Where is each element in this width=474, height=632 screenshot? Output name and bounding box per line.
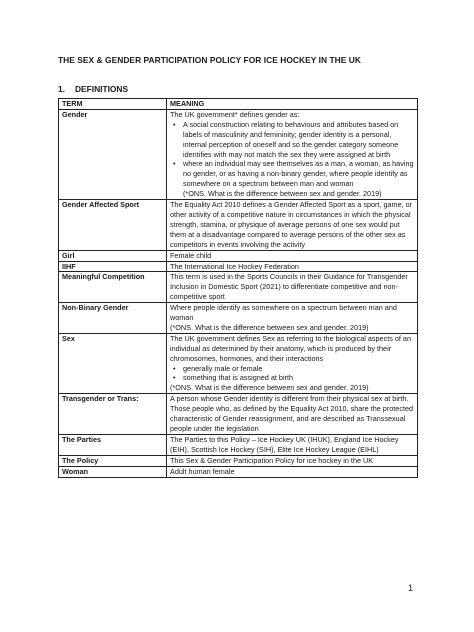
section-heading: [58, 84, 128, 94]
section-number: 1.: [58, 84, 65, 94]
meaning-cell: Female child: [167, 250, 418, 261]
table-row: [59, 434, 418, 455]
bullet-icon: •: [173, 119, 176, 129]
table-row: [59, 272, 418, 303]
term-cell: IIHF: [59, 261, 167, 272]
table-row: [59, 466, 418, 477]
source-citation: (*ONS. What is the difference between sex and gender. 2019): [170, 322, 369, 332]
page-number: 1: [408, 583, 414, 593]
term-cell: Meaningful Competition: [59, 272, 167, 303]
meaning-cell: A person whose Gender identity is different from their physical sex at birth. Those people who, as defined by the Equality Act 2010, share the protected characteristic of Gender reassignment, and are described as Transsexual people under the legislation: [167, 394, 418, 435]
term-cell: Girl: [59, 250, 167, 261]
section-title: DEFINITIONS: [75, 84, 129, 94]
meaning-cell: The International Ice Hockey Federation: [167, 261, 418, 272]
meaning-intro: The UK government* defines gender as:: [170, 109, 300, 119]
list-item: • something that is assigned at birth: [173, 373, 294, 383]
table-row: [59, 250, 418, 261]
meaning-text: Where people identify as somewhere on a spectrum between man and woman: [170, 303, 397, 323]
meaning-cell: [167, 333, 418, 393]
meaning-cell: The Parties to this Policy – Ice Hockey UK (IHUK), England Ice Hockey (EIH), Scottish Ice Hockey (SIH), Elite Ice Hockey League (EIHL): [167, 434, 418, 455]
term-cell: The Parties: [59, 434, 167, 455]
list-item: • A social construction relating to behaviours and attributes based on labels of masculinity and femininity; gender identity is a personal, internal perception of oneself and so the gender category someone identifies with may not match the sex they were assigned at birth: [173, 119, 399, 159]
table-row: [59, 455, 418, 466]
meaning-intro: The UK government defines Sex as referring to the biological aspects of an individual as determined by their anatomy, which is produced by their chromosomes, hormones, and their interactions: [170, 333, 411, 363]
meaning-cell: Adult human female: [167, 466, 418, 477]
table-row: [59, 394, 418, 435]
table-row: [59, 109, 418, 199]
meaning-column-header: MEANING: [167, 99, 418, 110]
bullet-list: [170, 364, 415, 384]
document-title: THE SEX & GENDER PARTICIPATION POLICY FOR ICE HOCKEY IN THE UK: [58, 55, 361, 65]
term-cell: Non-Binary Gender: [59, 303, 167, 334]
meaning-cell: This Sex & Gender Participation Policy for ice hockey in the UK: [167, 455, 418, 466]
definitions-table: [58, 98, 418, 478]
table-header-row: [59, 99, 418, 110]
list-item: • generally male or female: [173, 363, 263, 373]
table-row: [59, 261, 418, 272]
source-citation: (*ONS. What is the difference between sex and gender. 2019): [183, 189, 382, 199]
meaning-cell: This term is used in the Sports Councils in their Guidance for Transgender Inclusion in Domestic Sport (2021) to differentiate competitive and non-competitive sport: [167, 272, 418, 303]
source-citation: (*ONS. What is the difference between sex and gender. 2019): [170, 383, 369, 393]
bullet-icon: •: [173, 373, 176, 383]
term-cell: Sex: [59, 333, 167, 393]
table-row: [59, 333, 418, 393]
table-row: [59, 200, 418, 251]
term-cell: Woman: [59, 466, 167, 477]
table-row: [59, 303, 418, 334]
term-cell: Transgender or Trans:: [59, 394, 167, 435]
list-item: • where an individual may see themselves as a man, a woman, as having no gender, or as having a non-binary gender, where people identify as somewhere on a spectrum between man and woman: [173, 159, 414, 189]
meaning-cell: [167, 303, 418, 334]
term-cell: The Policy: [59, 455, 167, 466]
term-column-header: TERM: [59, 99, 167, 110]
bullet-icon: •: [173, 363, 176, 373]
term-cell: Gender: [59, 109, 167, 199]
meaning-cell: The Equality Act 2010 defines a Gender Affected Sport as a sport, game, or other activity of a competitive nature in circumstances in which the physical strength, stamina, or physique of average persons of one sex would put them at a disadvantage compared to average persons of the other sex as competitors in events involving the activity: [167, 200, 418, 251]
bullet-icon: •: [173, 159, 176, 169]
meaning-cell: [167, 109, 418, 199]
term-cell: Gender Affected Sport: [59, 200, 167, 251]
bullet-list: [170, 120, 415, 189]
